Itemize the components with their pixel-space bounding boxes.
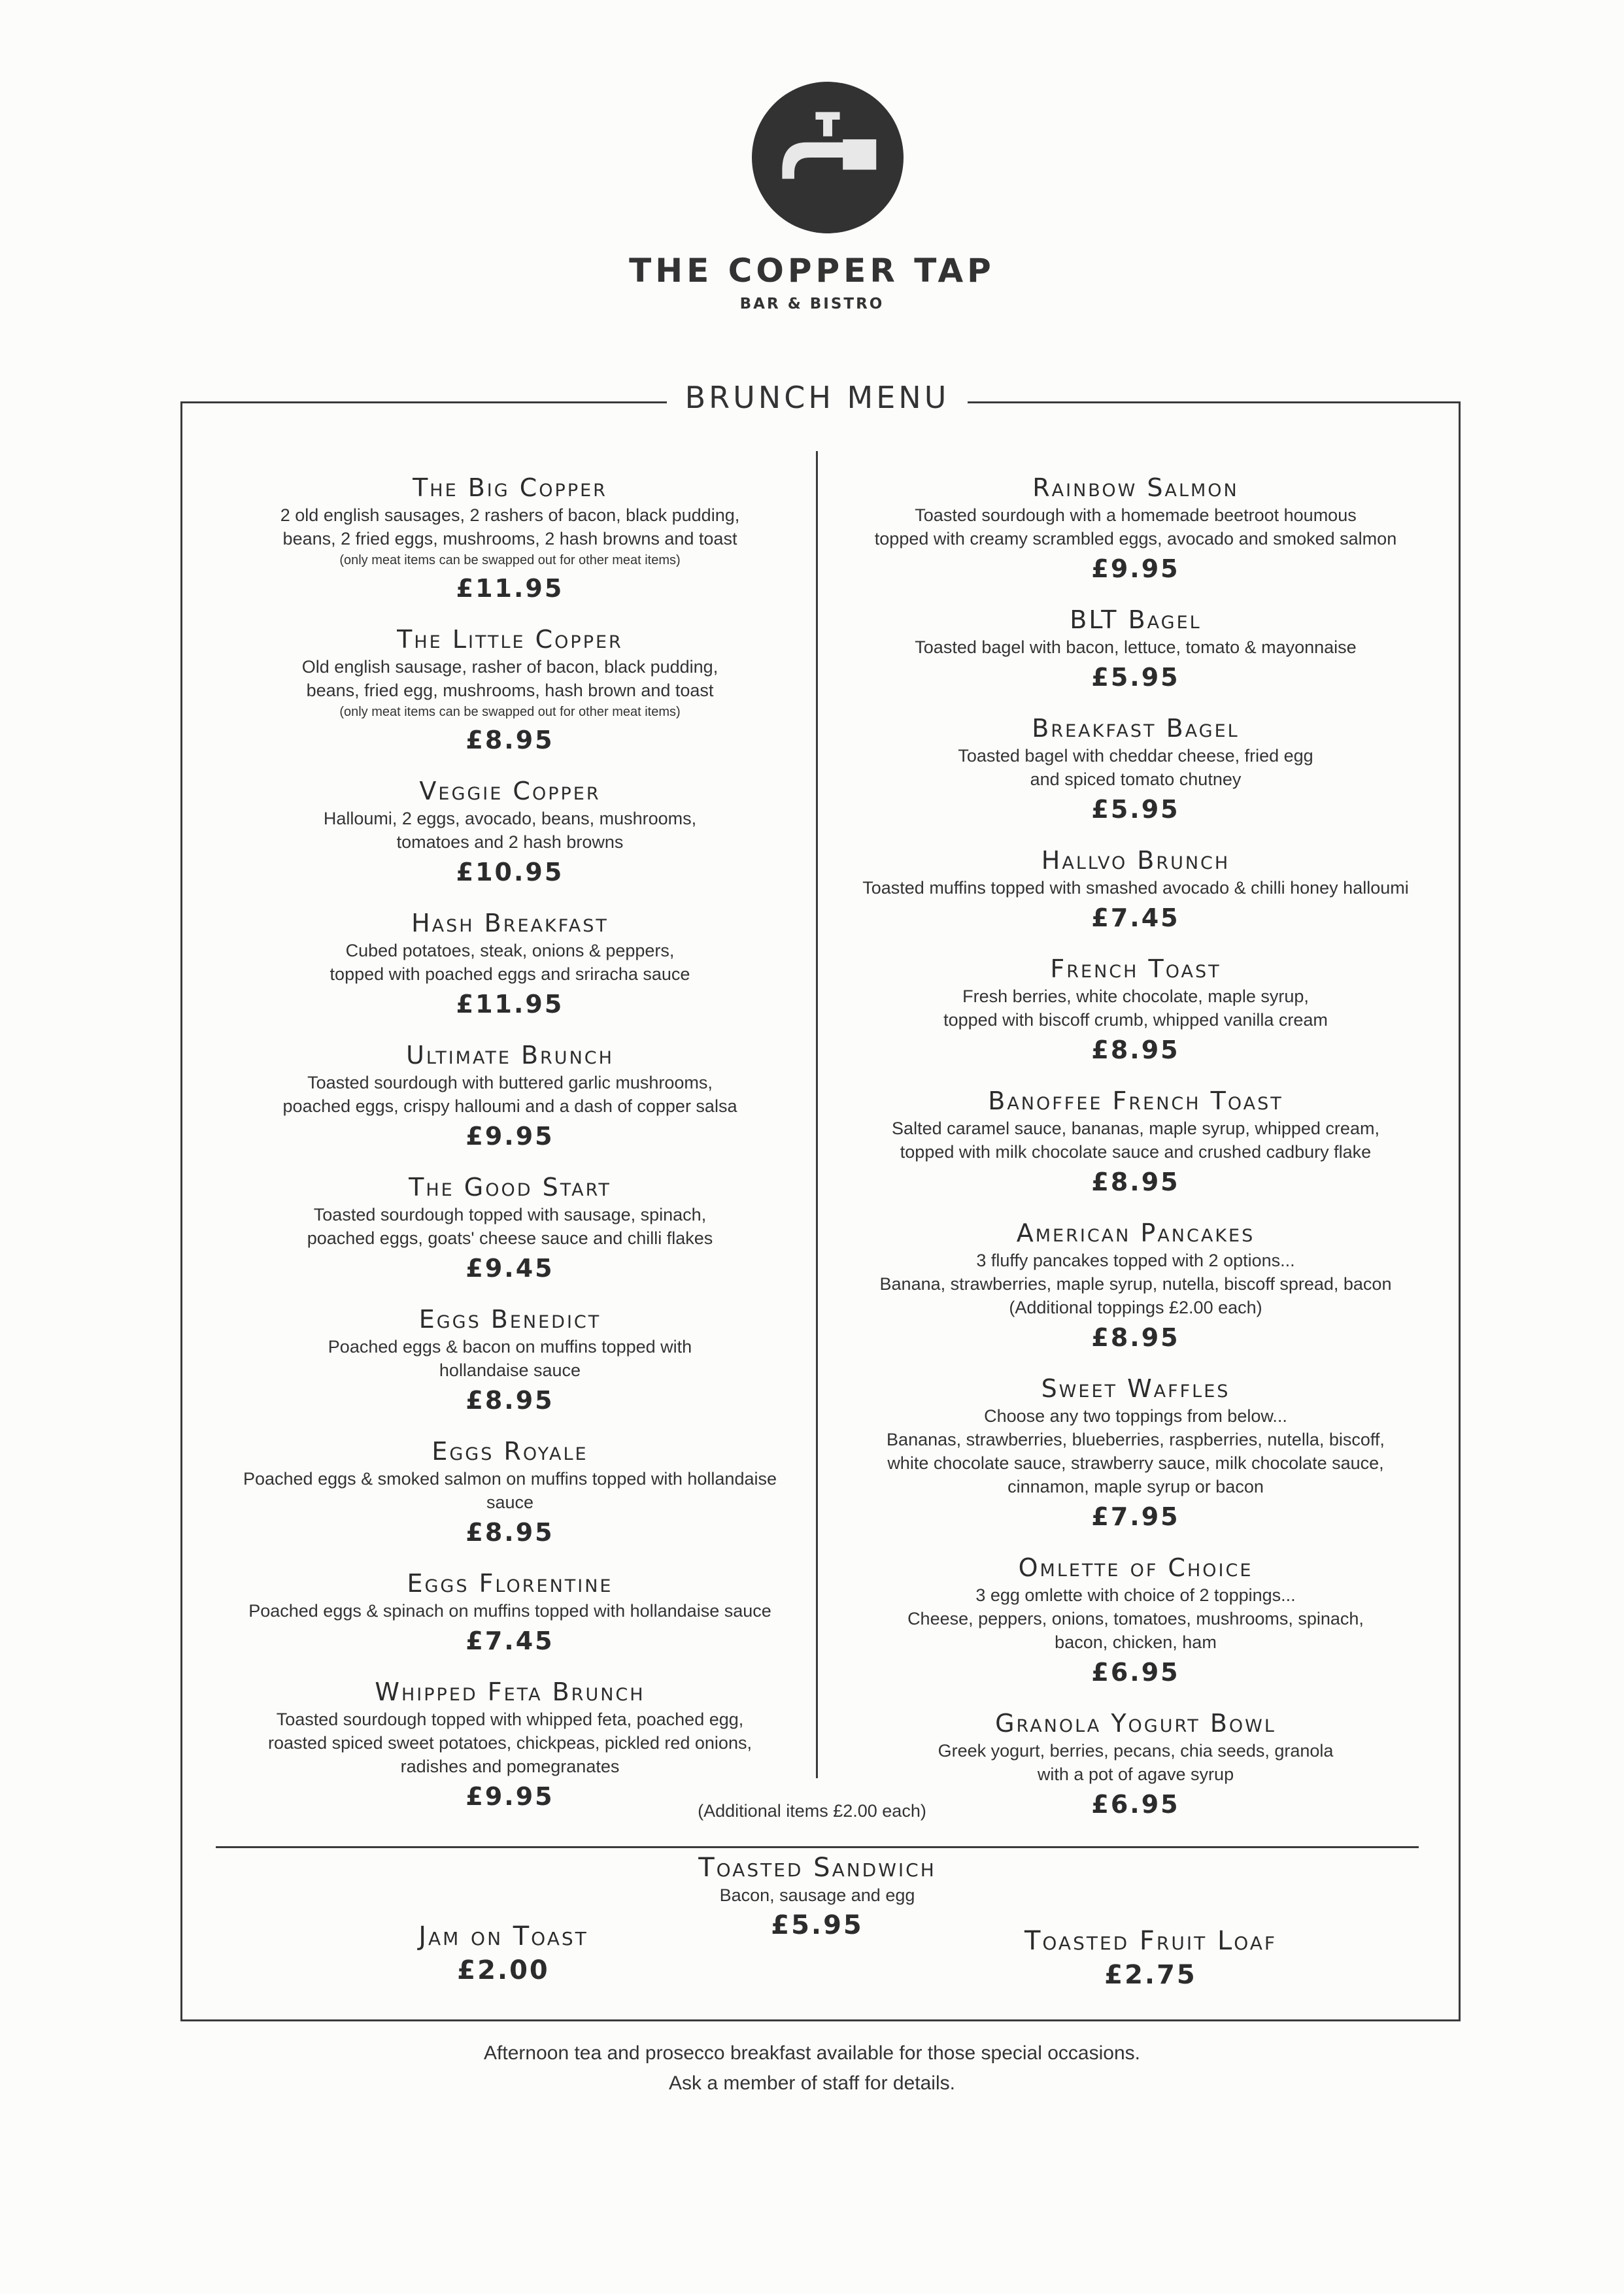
item-description: Salted caramel sauce, bananas, maple syrup, whipped cream, topped with milk chocolate sauce and crushed cadbury flake bbox=[892, 1119, 1379, 1162]
item-price: £5.95 bbox=[1091, 663, 1180, 692]
item-name: The Little Copper bbox=[397, 625, 623, 654]
menu-item bbox=[216, 1676, 804, 1815]
menu-item bbox=[216, 1436, 804, 1551]
menu-item bbox=[832, 472, 1440, 587]
right-column bbox=[832, 472, 1440, 1819]
item-description: Halloumi, 2 eggs, avocado, beans, mushrooms, tomatoes and 2 hash browns bbox=[323, 809, 697, 852]
item-name: Jam on Toast bbox=[418, 1921, 588, 1951]
item-description: 2 old english sausages, 2 rashers of bacon, black pudding, beans, 2 fried eggs, mushrooms, 2 hash browns and toast bbox=[280, 505, 740, 548]
item-name: Eggs Benedict bbox=[418, 1305, 601, 1334]
logo-graphic bbox=[752, 82, 904, 233]
item-name: Whipped Feta Brunch bbox=[375, 1678, 645, 1706]
item-price: £8.95 bbox=[1091, 1168, 1180, 1196]
item-price: £2.00 bbox=[457, 1955, 550, 1985]
item-name: Veggie Copper bbox=[419, 777, 601, 805]
menu-item bbox=[216, 907, 804, 1022]
item-price: £8.95 bbox=[465, 726, 554, 754]
item-name: Eggs Royale bbox=[431, 1437, 588, 1466]
item-price: £9.45 bbox=[465, 1254, 554, 1283]
item-description: Toasted sourdough topped with sausage, spinach, poached eggs, goats' cheese sauce and chilli flakes bbox=[307, 1205, 713, 1248]
item-note: (only meat items can be swapped out for other meat items) bbox=[339, 705, 681, 719]
menu-item bbox=[216, 775, 804, 890]
menu-item bbox=[832, 1373, 1440, 1535]
item-price: £9.95 bbox=[465, 1122, 554, 1151]
item-description: Poached eggs & spinach on muffins topped with hollandaise sauce bbox=[248, 1601, 771, 1621]
tap-faucet-icon bbox=[752, 82, 904, 233]
item-name: Rainbow Salmon bbox=[1032, 473, 1239, 502]
item-price: £7.45 bbox=[465, 1627, 554, 1655]
menu-item bbox=[832, 1552, 1440, 1691]
item-price: £6.95 bbox=[1091, 1790, 1180, 1819]
jam-on-toast-item bbox=[340, 1921, 667, 1989]
item-price: £11.95 bbox=[456, 990, 564, 1019]
menu-title: BRUNCH MENU bbox=[667, 377, 968, 418]
item-name: Hash Breakfast bbox=[411, 909, 609, 937]
menu-item bbox=[216, 472, 804, 607]
item-name: Omlette of Choice bbox=[1018, 1553, 1253, 1582]
menu-item bbox=[832, 604, 1440, 696]
item-description: Toasted bagel with cheddar cheese, fried egg and spiced tomato chutney bbox=[958, 746, 1313, 789]
item-price: £8.95 bbox=[465, 1386, 554, 1415]
brand-name: THE COPPER TAP bbox=[629, 252, 995, 290]
item-description: Toasted sourdough with buttered garlic mushrooms, poached eggs, crispy halloumi and a dash of copper salsa bbox=[282, 1073, 737, 1116]
item-description: Cubed potatoes, steak, onions & peppers, topped with poached eggs and sriracha sauce bbox=[330, 941, 690, 984]
footer-line-2: Ask a member of staff for details. bbox=[669, 2072, 955, 2094]
menu-item bbox=[832, 713, 1440, 828]
item-description: Choose any two toppings from below... Bananas, strawberries, blueberries, raspberries, nutella, biscoff, white chocolate sauce, strawberry sauce, milk chocolate sauce, cinnamon, maple syrup or bacon bbox=[887, 1406, 1385, 1496]
item-price: £6.95 bbox=[1091, 1658, 1180, 1687]
item-price: £9.95 bbox=[1091, 554, 1180, 583]
item-price: £5.95 bbox=[1091, 795, 1180, 824]
item-price: £8.95 bbox=[1091, 1036, 1180, 1064]
menu-item bbox=[832, 1085, 1440, 1200]
item-description: Toasted sourdough topped with whipped feta, poached egg, roasted spiced sweet potatoes, chickpeas, pickled red onions, radishes and pomegranates bbox=[268, 1710, 752, 1776]
item-price: £8.95 bbox=[465, 1518, 554, 1547]
item-price: £7.95 bbox=[1091, 1502, 1180, 1531]
toasted-fruit-loaf-item bbox=[935, 1925, 1366, 1993]
item-price: £7.45 bbox=[1091, 903, 1180, 932]
item-name: Banoffee French Toast bbox=[988, 1087, 1283, 1115]
item-description: Fresh berries, white chocolate, maple syrup, topped with biscoff crumb, whipped vanilla cream bbox=[943, 987, 1328, 1030]
item-price: £11.95 bbox=[456, 574, 564, 603]
section-divider bbox=[216, 1846, 1419, 1848]
item-description: Toasted bagel with bacon, lettuce, tomato & mayonnaise bbox=[915, 637, 1357, 657]
footer-note bbox=[0, 2038, 1624, 2099]
item-description: Old english sausage, rasher of bacon, black pudding, beans, fried egg, mushrooms, hash brown and toast bbox=[301, 657, 719, 700]
item-price: £2.75 bbox=[1104, 1960, 1197, 1990]
item-description: Bacon, sausage and egg bbox=[719, 1885, 915, 1905]
item-description: Poached eggs & bacon on muffins topped with hollandaise sauce bbox=[328, 1337, 692, 1380]
item-name: The Good Start bbox=[409, 1173, 611, 1202]
item-name: Toasted Fruit Loaf bbox=[1024, 1926, 1277, 1956]
item-name: American Pancakes bbox=[1016, 1219, 1255, 1247]
brand-subtitle: BAR & BISTRO bbox=[739, 295, 885, 312]
item-price: £8.95 bbox=[1091, 1323, 1180, 1352]
item-price: £5.95 bbox=[771, 1910, 864, 1940]
item-description: 3 egg omlette with choice of 2 toppings... Cheese, peppers, onions, tomatoes, mushrooms, spinach, bacon, chicken, ham bbox=[907, 1585, 1364, 1652]
item-name: The Big Copper bbox=[413, 473, 607, 502]
footer-line-1: Afternoon tea and prosecco breakfast available for those special occasions. bbox=[484, 2042, 1140, 2064]
item-name: Eggs Florentine bbox=[407, 1569, 613, 1598]
item-name: Toasted Sandwich bbox=[698, 1853, 936, 1883]
menu-item bbox=[832, 845, 1440, 936]
menu-item bbox=[832, 953, 1440, 1068]
item-name: French Toast bbox=[1050, 954, 1221, 983]
item-name: Breakfast Bagel bbox=[1032, 714, 1240, 743]
menu-item bbox=[216, 624, 804, 758]
menu-item bbox=[216, 1172, 804, 1287]
menu-item bbox=[832, 1217, 1440, 1356]
left-column bbox=[216, 472, 804, 1811]
menu-item bbox=[216, 1039, 804, 1155]
item-name: Granola Yogurt Bowl bbox=[995, 1709, 1276, 1738]
item-description: Greek yogurt, berries, pecans, chia seeds, granola with a pot of agave syrup bbox=[938, 1741, 1334, 1784]
item-name: Ultimate Brunch bbox=[406, 1041, 614, 1070]
item-name: BLT Bagel bbox=[1070, 605, 1202, 634]
additional-items-note: (Additional items £2.00 each) bbox=[698, 1801, 926, 1821]
menu-item bbox=[216, 1568, 804, 1659]
item-description: Toasted muffins topped with smashed avocado & chilli honey halloumi bbox=[862, 878, 1409, 898]
item-description: Poached eggs & smoked salmon on muffins topped with hollandaise sauce bbox=[243, 1469, 777, 1512]
item-name: Sweet Waffles bbox=[1041, 1374, 1230, 1403]
item-description: 3 fluffy pancakes topped with 2 options... Banana, strawberries, maple syrup, nutella, biscoff spread, bacon (Additional toppings £2.00 each) bbox=[879, 1251, 1392, 1317]
menu-item bbox=[216, 1304, 804, 1419]
item-note: (only meat items can be swapped out for other meat items) bbox=[339, 553, 681, 567]
item-description: Toasted sourdough with a homemade beetroot houmous topped with creamy scrambled eggs, avocado and smoked salmon bbox=[874, 505, 1397, 548]
item-price: £9.95 bbox=[465, 1782, 554, 1811]
column-divider bbox=[816, 451, 818, 1778]
item-price: £10.95 bbox=[456, 858, 564, 886]
item-name: Hallvo Brunch bbox=[1041, 846, 1230, 875]
